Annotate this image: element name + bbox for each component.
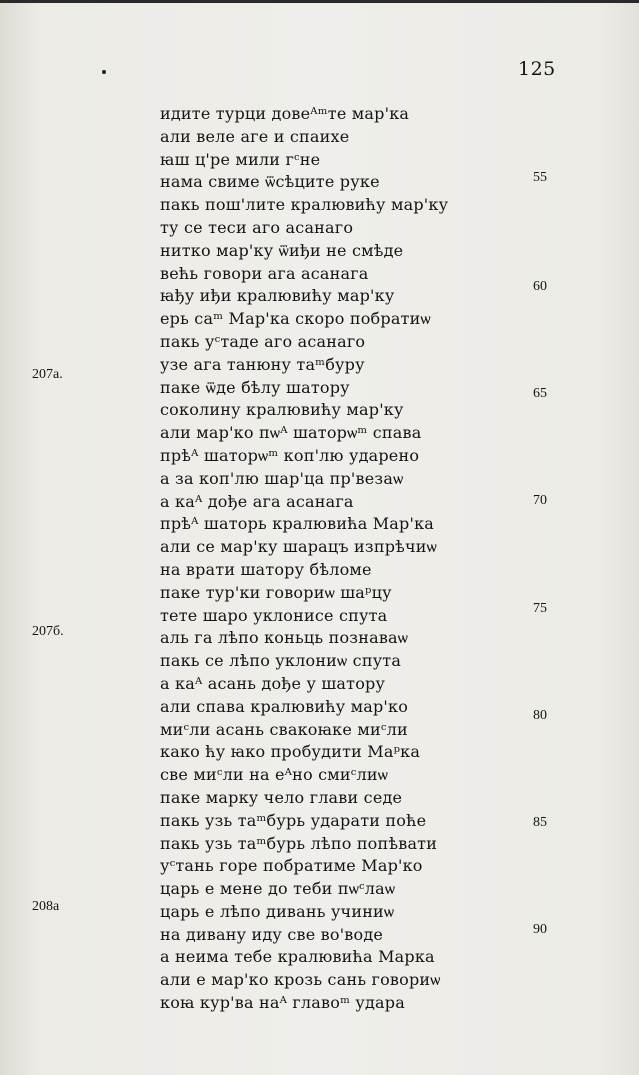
verse-line: паке ѿде бѣлу шатору — [160, 377, 350, 397]
verse-line: нама свиме ѿсѣците руке — [160, 172, 380, 192]
verse-line: аль га лѣпо коньць познаваѡ — [160, 628, 409, 648]
line-number-65: 65 — [533, 386, 547, 401]
verse-line: соколину кралювићу мар'ку — [160, 400, 404, 420]
verse-line: али е мар'ко крозь сань говориѡ — [160, 970, 441, 990]
verse-line: узе ага танюну таᵐбуру — [160, 354, 365, 374]
verse-line: пакь пош'лите кралювићу мар'ку — [160, 195, 449, 215]
line-number-60: 60 — [533, 279, 547, 294]
verse-line: на дивану иду све во'воде — [160, 924, 384, 944]
verse-line: идите турци довеᴬᵐте мар'ка — [160, 104, 410, 123]
verse-line: а за коп'лю шар'ца пр'везаѡ — [160, 468, 404, 488]
verse-line: на врати шатору бѣломе — [160, 559, 372, 579]
verse-line: а каᴬ дође ага асанага — [160, 491, 354, 511]
verse-line: како ћу ꙗко пробудити Маᵖка — [160, 742, 421, 762]
verse-line: паке тур'ки говориѡ шаᵖцу — [160, 582, 392, 602]
verse-line: тете шаро уклонисе спута — [160, 605, 388, 625]
verse-line: ꙗш ц'ре мили гᶜне — [160, 149, 321, 169]
page-number: 125 — [518, 58, 556, 80]
verse-line: пакь се лѣпо уклониѡ спута — [160, 651, 402, 671]
verse-line: прѣᴬ шаторь кралювића Мар'ка — [160, 514, 435, 534]
line-number-80: 80 — [533, 708, 547, 723]
line-number-90: 90 — [533, 922, 547, 937]
verse-line: пакь узь таᵐбурь ударати поће — [160, 810, 427, 830]
verse-line: већь говори ага асанага — [160, 263, 369, 283]
page-top-edge — [0, 0, 639, 3]
ink-dot — [102, 70, 106, 74]
verse-line: ерь саᵐ Мар'ка скоро побратиѡ — [160, 309, 431, 329]
verse-line: али мар'ко пѡᴬ шаторѡᵐ спава — [160, 423, 422, 443]
line-number-70: 70 — [533, 493, 547, 508]
verse-line: пакь уᶜтаде аго асанаго — [160, 331, 366, 351]
verse-line: али спава кралювићу мар'ко — [160, 696, 409, 716]
line-number-55: 55 — [533, 170, 547, 185]
verse-line: нитко мар'ку ѿиђи не смѣде — [160, 240, 404, 260]
line-number-85: 85 — [533, 815, 547, 830]
verse-line: али се мар'ку шарацъ изпрѣчиѡ — [160, 537, 437, 557]
line-number-75: 75 — [533, 601, 547, 616]
verse-line: царь е лѣпо дивань учиниѡ — [160, 901, 395, 921]
verse-line: коꙗ кур'ва наᴬ главоᵐ удара — [160, 993, 405, 1013]
verse-line: ту се теси аго асанаго — [160, 217, 354, 237]
verse-line: а каᴬ асань дође у шатору — [160, 673, 386, 693]
verse-line: прѣᴬ шаторѡᵐ коп'лю ударено — [160, 445, 420, 465]
verse-line: све миᶜли на еᴬно смиᶜлиѡ — [160, 765, 389, 785]
verse-line: царь е мене до теби пѡᶜлаѡ — [160, 879, 396, 899]
folio-mark-207a: 207а. — [32, 367, 63, 382]
verse-line: уᶜтань горе побратиме Мар'ко — [160, 856, 423, 876]
verse-line: пакь узь таᵐбурь лѣпо попѣвати — [160, 833, 438, 853]
verse-block — [160, 103, 470, 1015]
verse-line: миᶜли асань свакоꙗке миᶜли — [160, 719, 408, 739]
folio-mark-208a: 208а — [32, 899, 60, 914]
verse-line: ꙗђу иђи кралювићу мар'ку — [160, 286, 395, 306]
verse-line: али веле аге и спаихе — [160, 126, 350, 146]
folio-mark-207b: 207б. — [32, 624, 64, 639]
verse-line: а неима тебе кралювића Марка — [160, 947, 435, 967]
verse-line: паке марку чело глави седе — [160, 787, 403, 807]
